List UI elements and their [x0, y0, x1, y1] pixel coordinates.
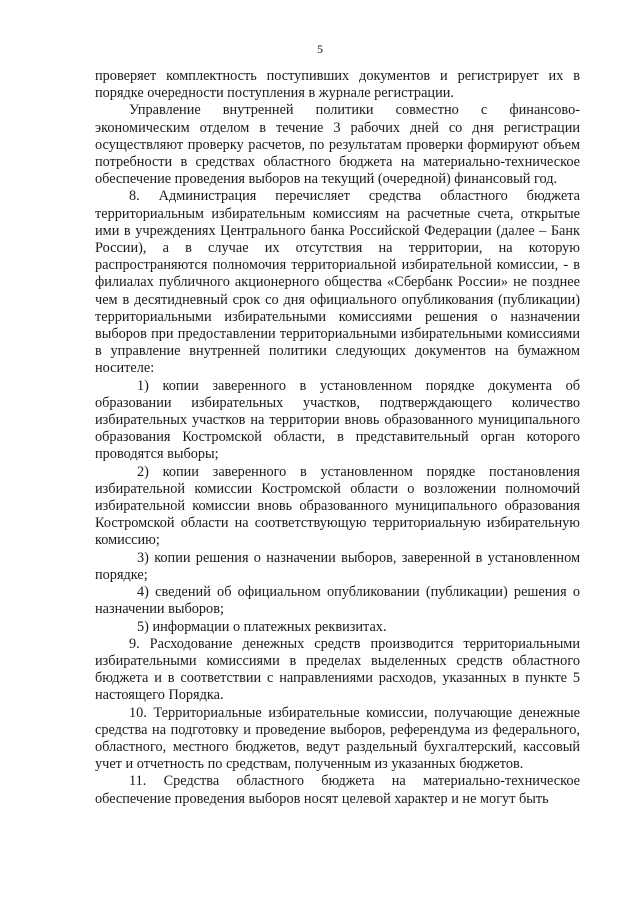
paragraph: 4) сведений об официальном опубликовании (публикации) решения о назначении выборов; — [95, 584, 580, 618]
paragraph: 9. Расходование денежных средств производится территориальными избирательными комиссиями в пределах выделенных средств областного бюджета и в соответствии с направлениями расходов, указанных в пункте 5 настоящего Порядка. — [95, 635, 580, 704]
paragraph: 1) копии заверенного в установленном порядке документа об образовании избирательных участков, подтверждающего количество избирательных участков на территории вновь образованного муниципального образования Костромской области, в представительный орган которого проводятся выборы; — [95, 377, 580, 463]
page-number: 5 — [317, 42, 323, 56]
paragraph: Управление внутренней политики совместно с финансово-экономическим отделом в течение 3 рабочих дней со дня регистрации осуществляют проверку расчетов, по результатам проверки формируют объем потребности в средствах областного бюджета на материально-техническое обеспечение проведения выборов на текущий (очередной) финансовый год. — [95, 102, 580, 188]
paragraph: 8. Администрация перечисляет средства областного бюджета территориальным избирательным комиссиям на расчетные счета, открытые ими в учреждениях Центрального банка Российской Федерации (далее – Банк России), а в случае их отсутствия на территории, на которую распространяются полномочия территориальной избирательной комиссии, - в филиалах публичного акционерного общества «Сбербанк России» не позднее чем в десятидневный срок со дня официального опубликования (публикации) территориальными избирательными комиссиями решения о назначении выборов при предоставлении территориальными избирательными комиссиями в управление внутренней политики следующих документов на бумажном носителе: — [95, 188, 580, 377]
paragraph: 3) копии решения о назначении выборов, заверенной в установленном порядке; — [95, 549, 580, 583]
paragraph: проверяет комплектность поступивших документов и регистрирует их в порядке очередности поступления в журнале регистрации. — [95, 68, 580, 102]
document-body — [95, 68, 580, 808]
paragraph: 2) копии заверенного в установленном порядке постановления избирательной комиссии Костромской области о возложении полномочий избирательной комиссии вновь образованного муниципального образования Костромской области на соответствующую территориальную избирательную комиссию; — [95, 463, 580, 549]
paragraph: 5) информации о платежных реквизитах. — [137, 618, 387, 635]
paragraph: 10. Территориальные избирательные комиссии, получающие денежные средства на подготовку и проведение выборов, референдума из федерального, областного, местного бюджетов, ведут раздельный бухгалтерский, кассовый учет и отчетность по средствам, полученным из указанных бюджетов. — [95, 704, 580, 773]
paragraph: 11. Средства областного бюджета на материально-техническое обеспечение проведения выборов носят целевой характер и не могут быть — [95, 773, 580, 807]
